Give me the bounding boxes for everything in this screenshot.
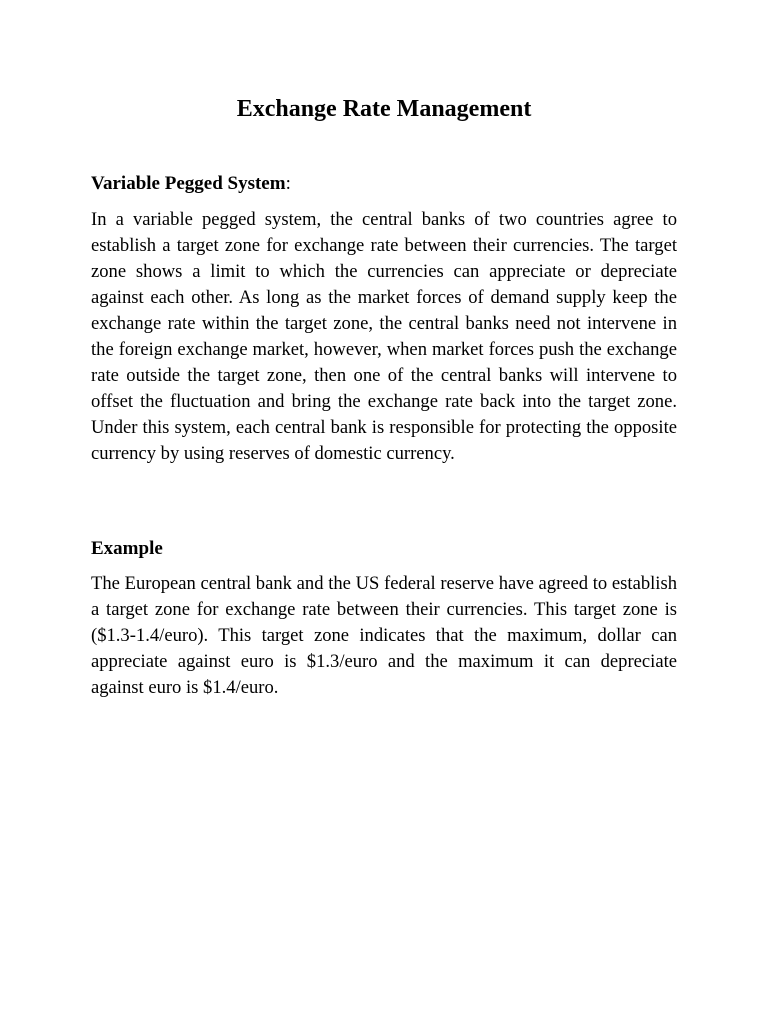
section-heading-example (91, 536, 163, 562)
section-heading-text: Variable Pegged System (91, 173, 286, 194)
document-title: Exchange Rate Management (236, 96, 532, 122)
section-body-example: The European central bank and the US federal reserve have agreed to establish a target zone for exchange rate between their currencies. This target zone is ($1.3-1.4/euro). This target zone indicates that the maximum, dollar can appreciate against euro is $1.3/euro and the maximum it can depreciate against euro is $1.4/euro. (91, 573, 677, 698)
section-heading-variable-pegged-system (91, 171, 291, 197)
section-heading-text: Example (91, 538, 163, 559)
section-body-variable-pegged-system: In a variable pegged system, the central banks of two countries agree to establish a target zone for exchange rate between their currencies. The target zone shows a limit to which the currencies can appreciate or depreciate against each other. As long as the market forces of demand supply keep the exchange rate within the target zone, the central banks need not intervene in the foreign exchange market, however, when market forces push the exchange rate outside the target zone, then one of the central banks will intervene to offset the fluctuation and bring the exchange rate back into the target zone. Under this system, each central bank is responsible for protecting the opposite currency by using reserves of domestic currency. (91, 209, 677, 464)
section-heading-colon: : (285, 173, 291, 194)
